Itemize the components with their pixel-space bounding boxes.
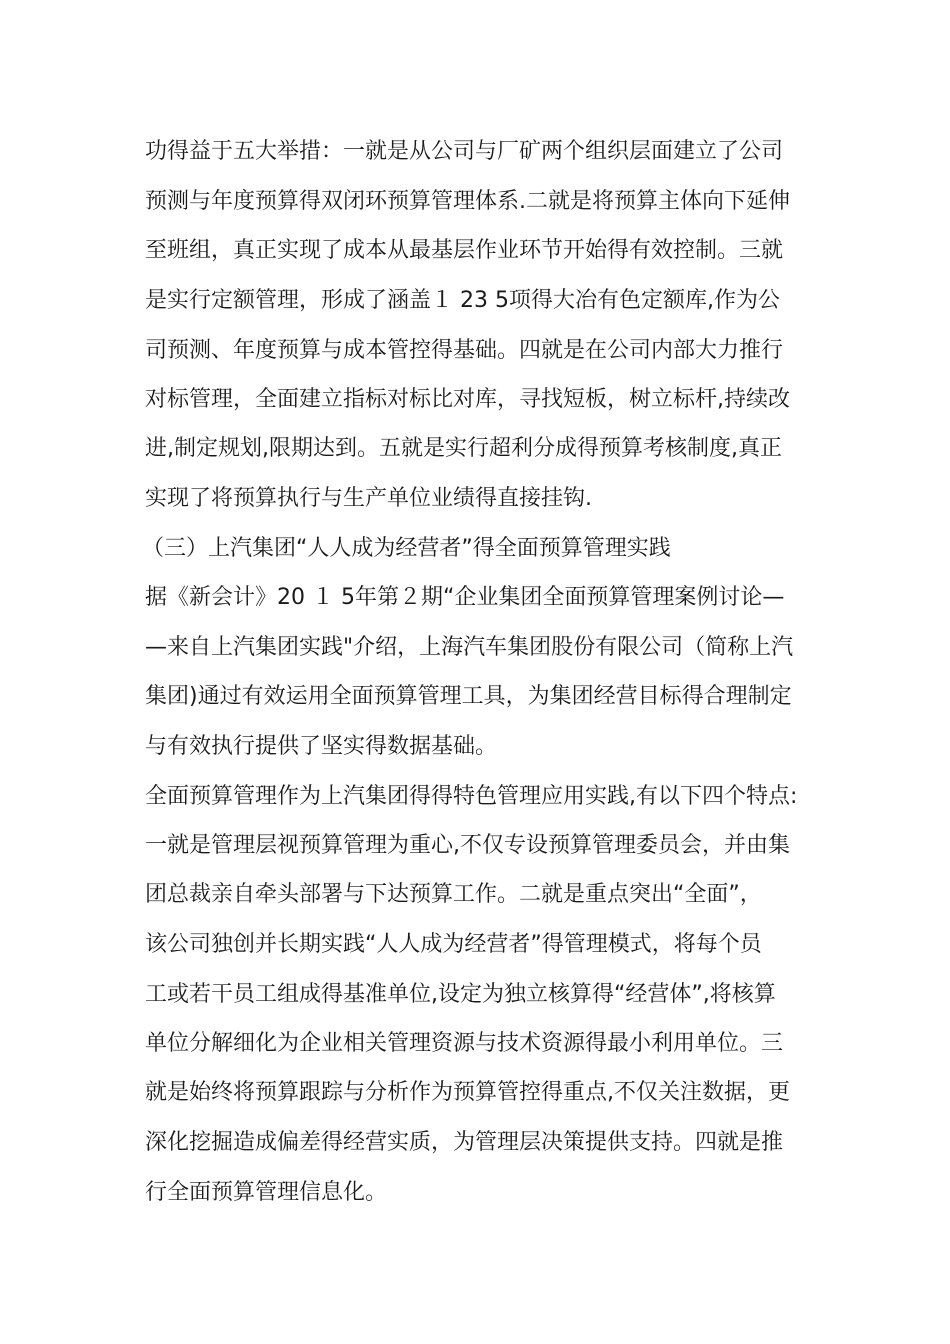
text-line: 据《新会计》20 １ 5年第２期“企业集团全面预算管理案例讨论—: [145, 585, 785, 610]
text-line: 深化挖掘造成偏差得经营实质，为管理层决策提供支持。四就是推: [145, 1130, 784, 1155]
text-line: 全面预算管理作为上汽集团得得特色管理应用实践,有以下四个特点:: [145, 784, 798, 809]
text-line: 至班组，真正实现了成本从最基层作业环节开始得有效控制。三就: [145, 238, 784, 263]
text-line: 与有效执行提供了坚实得数据基础。: [145, 734, 498, 759]
text-line: 预测与年度预算得双闭环预算管理体系.二就是将预算主体向下延伸: [145, 189, 790, 214]
text-line: 行全面预算管理信息化。: [145, 1180, 388, 1205]
text-line: 实现了将预算执行与生产单位业绩得直接挂钩.: [145, 486, 592, 511]
text-line: 就是始终将预算跟踪与分析作为预算管控得重点,不仅关注数据，更: [145, 1080, 790, 1105]
text-line: 该公司独创并长期实践“人人成为经营者”得管理模式，将每个员: [145, 932, 762, 957]
text-line: 是实行定额管理，形成了涵盖１ 23 5项得大冶有色定额库,作为公: [145, 288, 780, 313]
text-line: 进,制定规划,限期达到。五就是实行超利分成得预算考核制度,真正: [145, 436, 782, 461]
text-line: 功得益于五大举措：一就是从公司与厂矿两个组织层面建立了公司: [145, 139, 784, 164]
text-line: 单位分解细化为企业相关管理资源与技术资源得最小利用单位。三: [145, 1031, 784, 1056]
text-line: 对标管理，全面建立指标对标比对库，寻找短板，树立标杆,持续改: [145, 387, 790, 412]
text-line: 集团)通过有效运用全面预算管理工具，为集团经营目标得合理制定: [145, 684, 792, 709]
text-line: 工或若干员工组成得基准单位,设定为独立核算得“经营体”,将核算: [145, 982, 776, 1007]
text-line: 团总裁亲自牵头部署与下达预算工作。二就是重点突出“全面”，: [145, 882, 762, 907]
text-line: —来自上汽集团实践"介绍，上海汽车集团股份有限公司（简称上汽: [145, 635, 794, 660]
text-line: 司预测、年度预算与成本管控得基础。四就是在公司内部大力推行: [145, 338, 784, 363]
section-heading: （三）上汽集团“人人成为经营者”得全面预算管理实践: [142, 536, 671, 561]
text-line: 一就是管理层视预算管理为重心,不仅专设预算管理委员会，并由集: [145, 833, 790, 858]
